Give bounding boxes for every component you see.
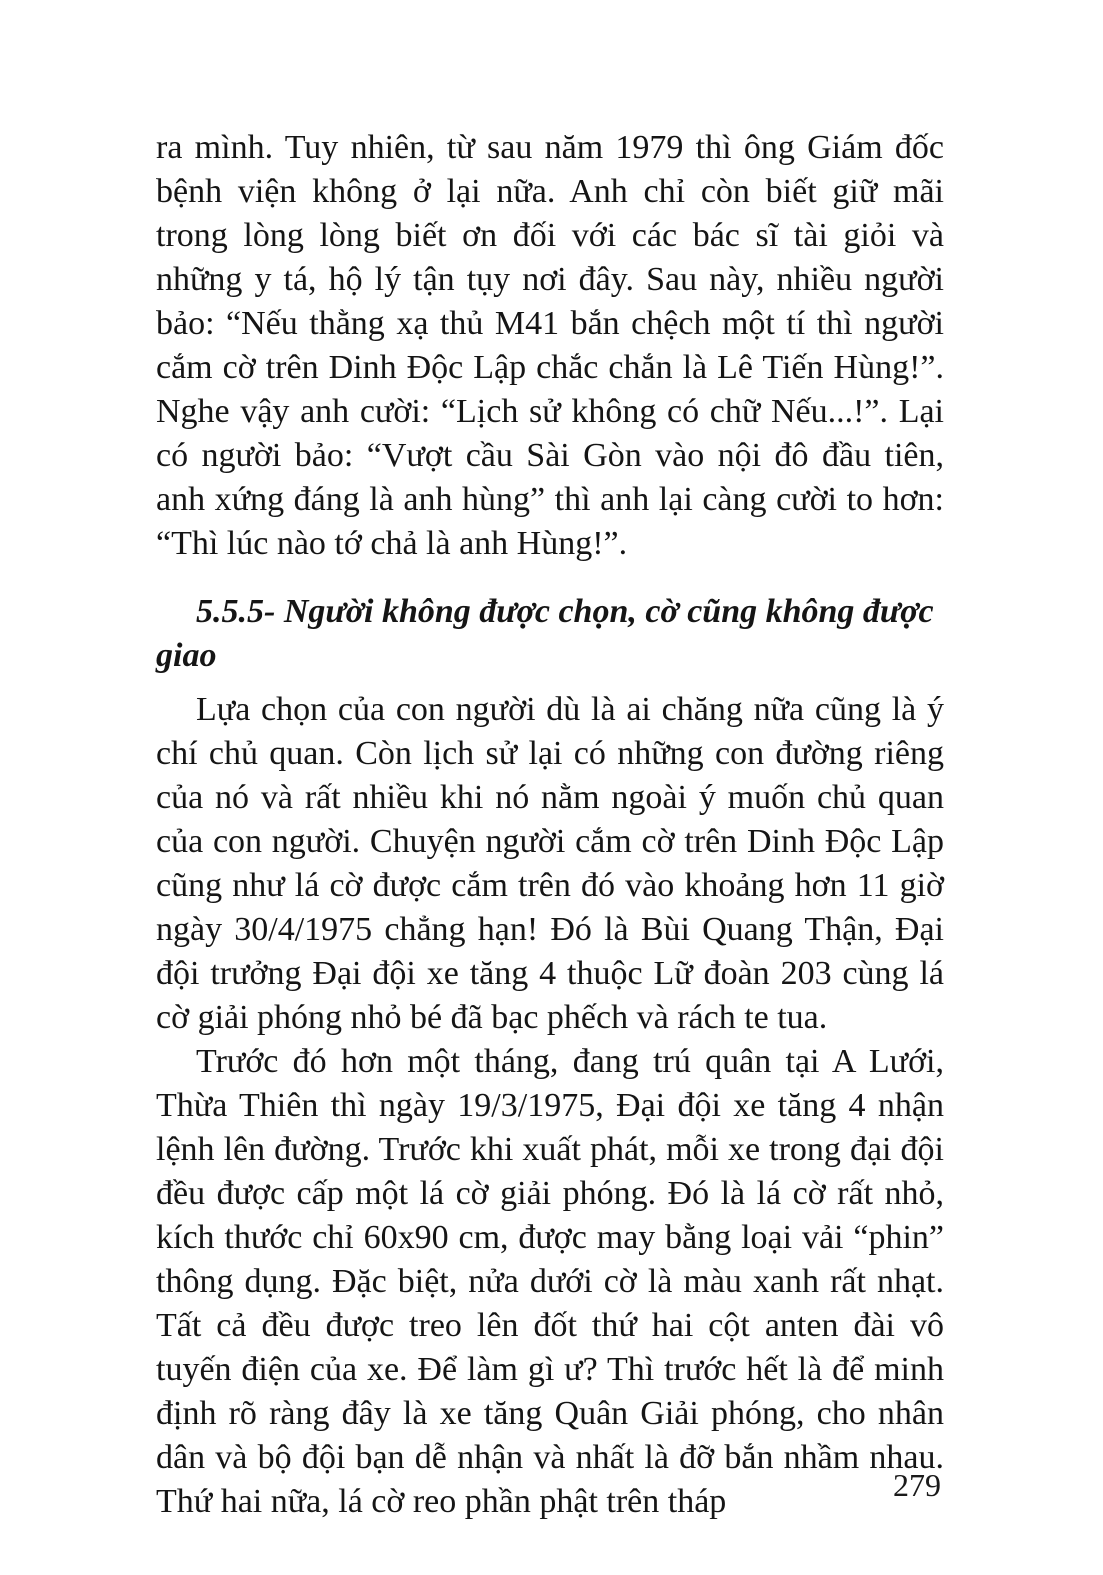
body-paragraph: Trước đó hơn một tháng, đang trú quân tại A Lưới, Thừa Thiên thì ngày 19/3/1975, Đại đội xe tăng 4 nhận lệnh lên đường. Trước khi xuất phát, mỗi xe trong đại đội đều được cấp một lá cờ giải phóng. Đó là lá cờ rất nhỏ, kích thước chỉ 60x90 cm, được may bằng loại vải “phin” thông dụng. Đặc biệt, nửa dưới cờ là màu xanh rất nhạt. Tất cả đều được treo lên đốt thứ hai cột anten đài vô tuyến điện của xe. Để làm gì ư? Thì trước hết là để minh định rõ ràng đây là xe tăng Quân Giải phóng, cho nhân dân và bộ đội bạn dễ nhận và nhất là đỡ bắn nhầm nhau. Thứ hai nữa, lá cờ reo phần phật trên tháp bbox=[156, 1043, 944, 1520]
page-number: 279 bbox=[893, 1467, 941, 1503]
text-block bbox=[156, 126, 944, 1524]
body-paragraph: Lựa chọn của con người dù là ai chăng nữa cũng là ý chí chủ quan. Còn lịch sử lại có những con đường riêng của nó và rất nhiều khi nó nằm ngoài ý muốn chủ quan của con người. Chuyện người cắm cờ trên Dinh Độc Lập cũng như lá cờ được cắm trên đó vào khoảng hơn 11 giờ ngày 30/4/1975 chẳng hạn! Đó là Bùi Quang Thận, Đại đội trưởng Đại đội xe tăng 4 thuộc Lữ đoàn 203 cùng lá cờ giải phóng nhỏ bé đã bạc phếch và rách te tua. bbox=[156, 691, 944, 1036]
body-paragraph-continuation: ra mình. Tuy nhiên, từ sau năm 1979 thì ông Giám đốc bệnh viện không ở lại nữa. Anh chỉ còn biết giữ mãi trong lòng lòng biết ơn đối với các bác sĩ tài giỏi và những y tá, hộ lý tận tụy nơi đây. Sau này, nhiều người bảo: “Nếu thằng xạ thủ M41 bắn chệch một tí thì người cắm cờ trên Dinh Độc Lập chắc chắn là Lê Tiến Hùng!”. Nghe vậy anh cười: “Lịch sử không có chữ Nếu...!”. Lại có người bảo: “Vượt cầu Sài Gòn vào nội đô đầu tiên, anh xứng đáng là anh hùng” thì anh lại càng cười to hơn: “Thì lúc nào tớ chả là anh Hùng!”. bbox=[156, 129, 944, 562]
section-heading: 5.5.5- Người không được chọn, cờ cũng không được giao bbox=[156, 593, 934, 674]
